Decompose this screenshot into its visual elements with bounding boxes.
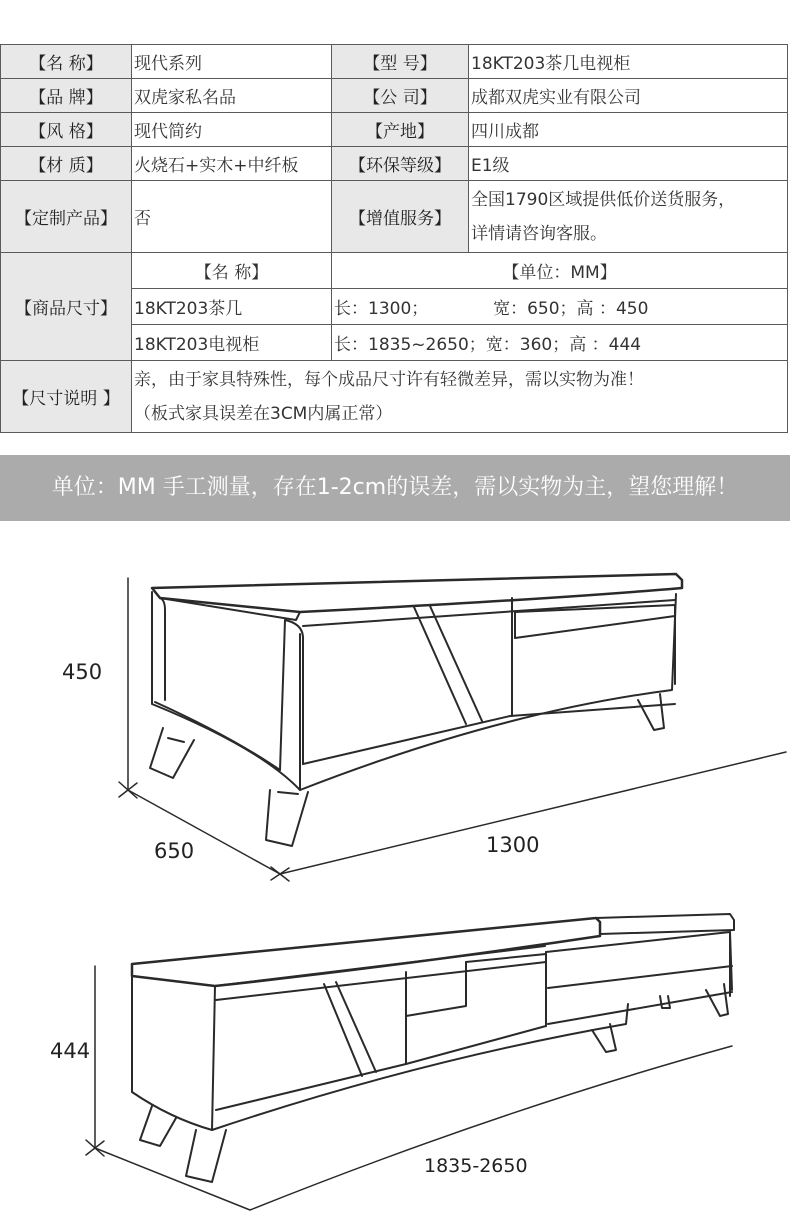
size-item-dims: 长：1835~2650；宽：360；高 ：444 xyxy=(332,325,788,361)
dimension-drawings xyxy=(0,540,790,1220)
value-company: 成都双虎实业有限公司 xyxy=(469,79,788,113)
coffee-table-height: 450 xyxy=(62,660,103,684)
label-eco-grade: 【环保等级】 xyxy=(332,147,469,181)
spec-row-material xyxy=(1,147,788,181)
note-line-2: （板式家具误差在3CM内属正常） xyxy=(134,403,393,424)
size-item-name: 18KT203电视柜 xyxy=(132,325,332,361)
size-head-name: 【名 称】 xyxy=(132,253,332,289)
note-line-1: 亲，由于家具特殊性，每个成品尺寸许有轻微差异，需以实物为准！ xyxy=(134,369,644,390)
value-custom: 否 xyxy=(132,181,332,253)
value-name: 现代系列 xyxy=(132,45,332,79)
coffee-table-drawing xyxy=(119,574,786,881)
value-brand: 双虎家私名品 xyxy=(132,79,332,113)
size-item-name: 18KT203茶几 xyxy=(132,289,332,325)
spec-row-brand xyxy=(1,79,788,113)
value-eco-grade: E1级 xyxy=(469,147,788,181)
size-head-unit: 【单位：MM】 xyxy=(332,253,788,289)
coffee-table-depth: 650 xyxy=(154,839,195,863)
label-service: 【增值服务】 xyxy=(332,181,469,253)
label-model: 【型 号】 xyxy=(332,45,469,79)
size-header-row xyxy=(1,253,788,289)
spec-row-custom xyxy=(1,181,788,253)
service-line-1: 全国1790区域提供低价送货服务， xyxy=(471,189,736,210)
label-size: 【商品尺寸】 xyxy=(1,253,132,361)
value-material: 火烧石+实木+中纤板 xyxy=(132,147,332,181)
label-name: 【名 称】 xyxy=(1,45,132,79)
label-style: 【风 格】 xyxy=(1,113,132,147)
service-line-2: 详情请咨询客服。 xyxy=(471,223,607,244)
label-origin: 【产地】 xyxy=(332,113,469,147)
spec-row-name xyxy=(1,45,788,79)
size-note xyxy=(132,361,788,433)
size-item-dims: 长：1300； 宽：650；高 ：450 xyxy=(332,289,788,325)
value-service xyxy=(469,181,788,253)
label-size-note: 【尺寸说明 】 xyxy=(1,361,132,433)
value-origin: 四川成都 xyxy=(469,113,788,147)
measurement-banner: 单位：MM 手工测量，存在1-2cm的误差，需以实物为主，望您理解！ xyxy=(0,455,790,521)
label-custom: 【定制产品】 xyxy=(1,181,132,253)
value-style: 现代简约 xyxy=(132,113,332,147)
tv-cabinet-height: 444 xyxy=(50,1039,91,1063)
tv-cabinet-drawing xyxy=(86,914,734,1210)
spec-table xyxy=(0,44,788,433)
tv-cabinet-length: 1835-2650 xyxy=(424,1155,528,1177)
label-company: 【公 司】 xyxy=(332,79,469,113)
spec-row-note xyxy=(1,361,788,433)
label-brand: 【品 牌】 xyxy=(1,79,132,113)
coffee-table-length: 1300 xyxy=(486,833,540,857)
label-material: 【材 质】 xyxy=(1,147,132,181)
value-model: 18KT203茶几电视柜 xyxy=(469,45,788,79)
spec-row-style xyxy=(1,113,788,147)
